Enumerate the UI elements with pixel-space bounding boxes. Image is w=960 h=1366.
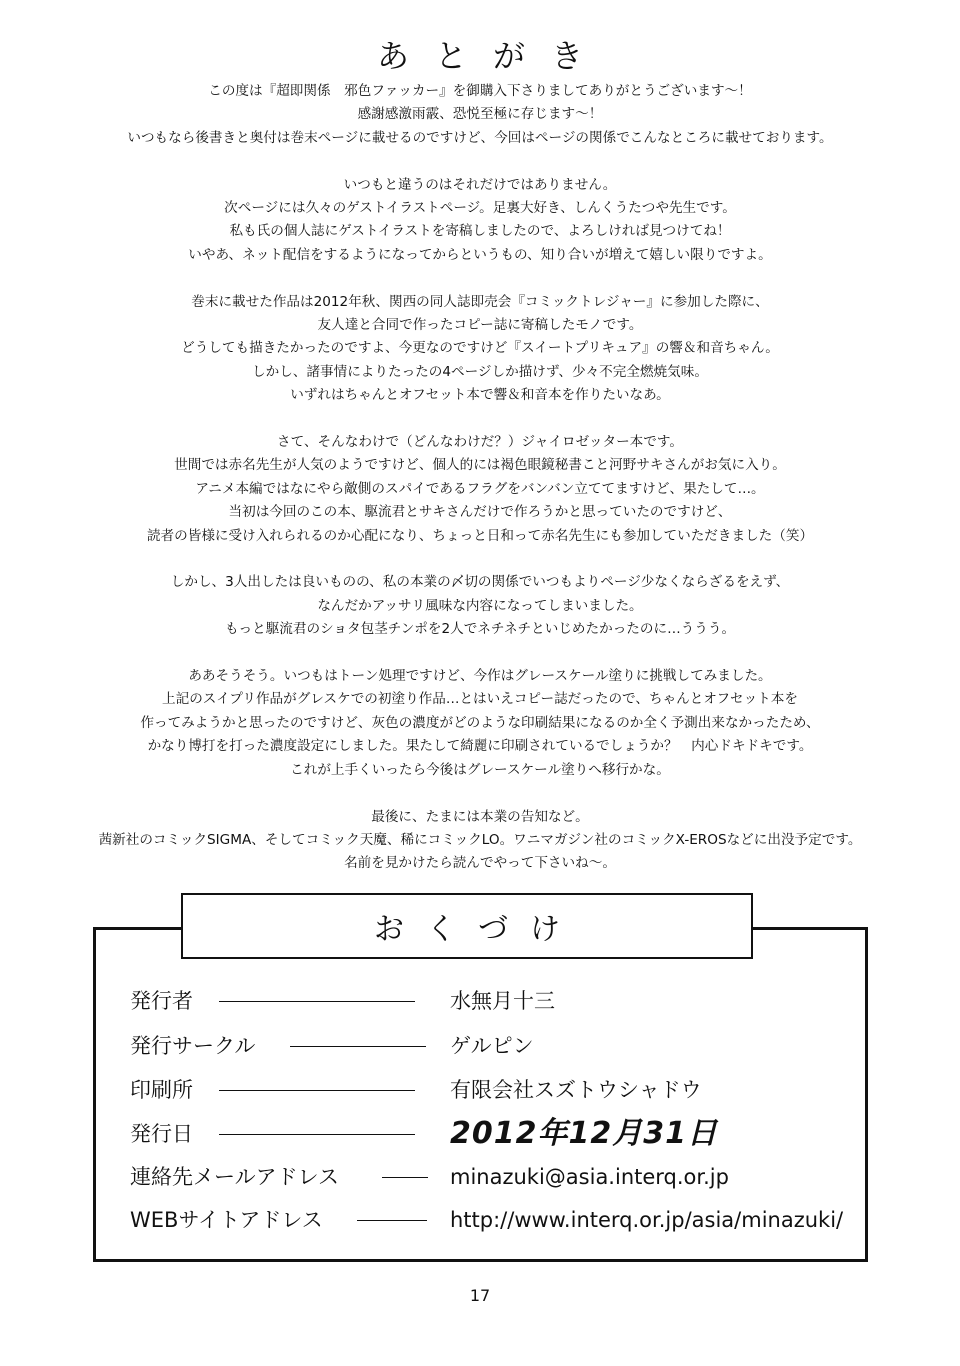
afterword-line: 作ってみようかと思ったのですけど、灰色の濃度がどのような印刷結果になるのか全く予測出来なかったため、 [140, 714, 820, 731]
colophon-row-circle [0, 1026, 960, 1066]
leader-line [219, 1134, 415, 1135]
afterword-line: 感謝感激雨霰、恐悦至極に存じます～！ [357, 106, 603, 123]
afterword-paragraph [40, 431, 920, 548]
afterword-line: いつもなら後書きと奥付は巻末ページに載せるのですけど、今回はページの関係でこんなところに載せております。 [127, 129, 833, 146]
colophon-label: 印刷所 [130, 1078, 193, 1102]
afterword-line: なんだかアッサリ風味な内容になってしまいました。 [317, 597, 643, 614]
colophon-row-website [0, 1200, 960, 1240]
afterword-paragraph [40, 665, 920, 782]
afterword-line: しかし、3人出したは良いものの、私の本業の〆切の関係でいつもよりページ少なくならざるをえず、 [170, 574, 790, 591]
afterword-title: あとがき [376, 37, 609, 76]
afterword-line: いずれはちゃんとオフセット本で響＆和音本を作りたいなあ。 [290, 387, 670, 404]
afterword-line: アニメ本編ではなにやら敵側のスパイであるフラグをバンバン立ててますけど、果たして…。 [195, 480, 765, 497]
colophon-heading-box [181, 893, 753, 959]
leader-line [290, 1046, 426, 1047]
afterword-line: 友人達と合同で作ったコピー誌に寄稿したモノです。 [317, 317, 643, 334]
colophon-row-date [0, 1114, 960, 1154]
leader-line [219, 1090, 415, 1091]
colophon-label: 発行サークル [130, 1034, 256, 1058]
afterword-line: いやあ、ネット配信をするようになってからというもの、知り合いが増えて嬉しい限りですよ。 [188, 246, 772, 263]
colophon-row-printer [0, 1070, 960, 1110]
afterword-line: 次ページには久々のゲストイラストページ。足裏大好き、しんくうたつや先生です。 [224, 200, 736, 217]
afterword-line: 巻末に載せた作品は2012年秋、関西の同人誌即売会『コミックトレジャー』に参加した際に、 [191, 293, 769, 310]
email-address: minazuki@asia.interq.or.jp [450, 1165, 729, 1189]
colophon-label: 発行日 [130, 1122, 193, 1146]
colophon-label: 発行者 [130, 989, 193, 1013]
afterword-line: ああそうそう。いつもはトーン処理ですけど、今作はグレースケール塗りに挑戦してみました。 [188, 668, 772, 685]
afterword-paragraph [40, 80, 920, 150]
afterword-line: 世間では赤名先生が人気のようですけど、個人的には褐色眼鏡秘書こと河野サキさんがお気に入り。 [174, 457, 786, 474]
colophon-value: 有限会社スズトウシャドウ [450, 1078, 702, 1102]
colophon-value: 水無月十三 [450, 989, 555, 1013]
afterword-line: しかし、諸事情によりたったの4ページしか描けず、少々不完全燃焼気味。 [252, 363, 708, 380]
afterword-paragraph [40, 806, 920, 876]
leader-line [357, 1220, 427, 1221]
afterword-line: この度は『超即関係 邪色ファッカー』を御購入下さりましてありがとうございます～！ [208, 83, 752, 99]
colophon-value: ゲルピン [450, 1034, 534, 1058]
afterword-line: 私も氏の個人誌にゲストイラストを寄稿しましたので、よろしければ見つけてね！ [229, 223, 731, 240]
afterword-line: これが上手くいったら今後はグレースケール塗りへ移行かな。 [290, 761, 670, 778]
afterword-paragraph [40, 571, 920, 641]
afterword-line: 上記のスイプリ作品がグレスケでの初塗り作品…とはいえコピー誌だったので、ちゃんとオフセット本を [162, 691, 798, 708]
publication-date: 2012年12月31日 [450, 1116, 718, 1151]
colophon-label: 連絡先メールアドレス [130, 1165, 339, 1189]
afterword-line: 名前を見かけたら読んでやって下さいね～。 [344, 855, 616, 872]
colophon-row-email [0, 1157, 960, 1197]
afterword-line: かなり博打を打った濃度設定にしました。果たして綺麗に印刷されているでしょうか？ 内心ドキドキです。 [147, 738, 813, 755]
afterword-line: 最後に、たまには本業の告知など。 [371, 808, 589, 825]
afterword-text [40, 80, 920, 899]
afterword-line: どうしても描きたかったのですよ、今更なのですけど『スイートプリキュア』の響＆和音ちゃん。 [181, 340, 779, 357]
afterword-line: もっと駆流君のショタ包茎チンポを2人でネチネチといじめたかったのに…ううう。 [224, 621, 736, 638]
afterword-line: いつもと違うのはそれだけではありません。 [343, 176, 617, 193]
afterword-line: 当初は今回のこの本、駆流君とサキさんだけで作ろうかと思っていたのですけど、 [228, 504, 732, 521]
page-number: 17 [469, 1286, 491, 1305]
afterword-line: 茜新社のコミックSIGMA、そしてコミック天魔、稀にコミックLO。ワニマガジン社のコミックX-EROSなどに出没予定です。 [98, 831, 862, 848]
leader-line [219, 1001, 415, 1002]
afterword-line: 読者の皆様に受け入れられるのか心配になり、ちょっと日和って赤名先生にも参加していただきました（笑） [146, 527, 814, 544]
colophon-heading: おくづけ [374, 912, 582, 947]
afterword-paragraph [40, 291, 920, 408]
colophon-row-publisher [0, 981, 960, 1021]
afterword-paragraph [40, 174, 920, 268]
website-url: http://www.interq.or.jp/asia/minazuki/ [450, 1208, 844, 1232]
leader-line [382, 1177, 428, 1178]
colophon-label: WEBサイトアドレス [130, 1208, 323, 1232]
afterword-line: さて、そんなわけで（どんなわけだ？）ジャイロゼッター本です。 [277, 434, 683, 451]
